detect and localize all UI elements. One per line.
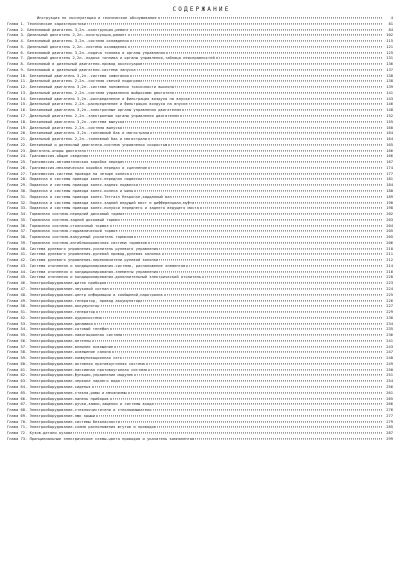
toc-entry-page-number: 210 — [386, 246, 393, 251]
toc-entry-label: Глава 56. Электрооборудование-антенны — [7, 338, 91, 343]
toc-entry-label: Глава 33. Подвеска и системы привода колес-полуоси переднего и заднего ведущего моста — [7, 206, 199, 211]
dot-leader — [123, 334, 382, 336]
toc-entry-label: Глава 19. Дизельный двигатель 2,2л.-система выпуска — [7, 125, 123, 130]
toc-entry-page-number: 266 — [386, 402, 393, 407]
toc-entry-page-number: 138 — [386, 79, 393, 84]
table-of-contents — [7, 16, 393, 443]
toc-entry-label: Глава 7. Дизельный двигатель 2,2л.-подача топлива и органы управления,таблица неисправностей — [7, 56, 215, 61]
dot-leader — [202, 276, 382, 278]
toc-entry-page-number: 285 — [386, 425, 393, 430]
toc-entry-label: Глава 70. Электрооборудование-системы безопасности — [7, 419, 120, 424]
toc-entry-page-number: 115 — [386, 39, 393, 44]
toc-entry-page-number: 141 — [386, 90, 393, 95]
toc-entry-label: Глава 57. Электрооборудование-внешнее освещение — [7, 344, 114, 349]
dot-leader — [119, 230, 382, 232]
toc-entry-label: Глава 1. Технические характеристики — [7, 21, 87, 26]
dot-leader — [87, 22, 382, 24]
toc-entry-label: Глава 43. Система отопления и кондиционирования-система, расположение элементов — [7, 263, 186, 268]
toc-entry-page-number: 138 — [386, 73, 393, 78]
toc-entry-page-number: 247 — [386, 350, 393, 355]
toc-entry-label: Глава 59. Электрооборудование-коммуникационная сеть — [7, 356, 123, 361]
toc-entry-label: Глава 58. Электрооборудование-освещение салона — [7, 350, 111, 355]
toc-entry-label: Глава 16. Бензиновый двигатель 3,2л.-электронные органы управления двигателем — [7, 108, 181, 113]
toc-entry-page-number: 205 — [386, 229, 393, 234]
toc-entry-label: Глава 36. Тормозная система-стояночный тормоз — [7, 223, 109, 228]
dot-leader — [121, 420, 382, 422]
toc-entry-label: Глава 22. Бензиновый и дизельный двигатели-система управления скоростью — [7, 142, 168, 147]
toc-entry-page-number: 241 — [386, 338, 393, 343]
toc-entry-page-number: 181 — [386, 177, 393, 182]
toc-entry-label: Глава 55. Электрооборудование-навигационная система — [7, 333, 123, 338]
dot-leader — [159, 259, 382, 261]
toc-entry-label: Глава 27. Трансмиссия-система привода на четыре колеса — [7, 171, 129, 176]
toc-entry-label: Глава 48. Электрооборудование-центр информации и сообщений,парктроник — [7, 292, 163, 297]
dot-leader — [195, 437, 382, 439]
toc-entry-label: Глава 34. Тормозная система-передний дисковый тормоз — [7, 212, 125, 217]
toc-entry-label: Глава 39. Тормозная система-антиблокировочная система тормозов — [7, 240, 147, 245]
toc-entry-label: Глава 5. Дизельный двигатель 2,2л.-система охлаждения — [7, 44, 127, 49]
toc-entry-page-number: 226 — [386, 298, 393, 303]
toc-entry-label: Глава 65. Электрооборудование-стекла,рамы и механизмы — [7, 390, 127, 395]
toc-entry-label: Глава 3. Дизельный двигатель 2,2л.-конструкция,ремонт — [7, 33, 127, 38]
dot-leader — [92, 339, 382, 341]
toc-entry-page-number: 299 — [386, 436, 393, 441]
dot-leader — [175, 86, 382, 88]
dot-leader — [89, 155, 382, 157]
toc-entry-page-number: 152 — [386, 114, 393, 119]
dot-leader — [143, 299, 382, 301]
dot-leader — [168, 143, 382, 145]
dot-leader — [143, 80, 382, 82]
toc-entry-label: Глава 69. Электрооборудование-люк крыши — [7, 413, 96, 418]
dot-leader — [103, 316, 382, 318]
toc-entry-label: Глава 18. Бензиновый двигатель 3,2л.-система выпуска — [7, 119, 125, 124]
dot-leader — [125, 161, 382, 163]
toc-entry-label: Глава 6. Бензиновый двигатель 3,2л.-подача топлива и органы управления — [7, 50, 166, 55]
toc-entry-label: Глава 64. Электрооборудование-сиденья — [7, 385, 91, 389]
toc-entry-page-number: 102 — [386, 33, 393, 38]
toc-entry-page-number: 254 — [386, 379, 393, 384]
toc-entry-label: Глава 67. Электрооборудование-ручки,замки,защелки и системы входа — [7, 402, 154, 407]
dot-leader — [155, 403, 382, 405]
toc-entry-page-number: 164 — [386, 137, 393, 142]
dot-leader — [125, 212, 382, 214]
toc-entry-page-number: 287 — [386, 431, 393, 436]
dot-leader — [110, 397, 382, 399]
dot-leader — [134, 235, 382, 237]
toc-entry-label: Глава 41. Система рулевого управления-рулевой привод,рулевая колонка — [7, 252, 161, 257]
toc-entry-page-number: 146 — [386, 102, 393, 107]
toc-entry-label: Глава 37. Тормозная система-гидравлический тормоз — [7, 229, 118, 234]
toc-entry-page-number: 198 — [386, 206, 393, 211]
dot-leader — [158, 16, 382, 18]
toc-entry-label: Глава 28. Подвеска и системы привода колес-передняя подвеска — [7, 177, 143, 182]
toc-entry-label: Глава 15. Дизельный двигатель 2,2л.-распределение и фильтрация воздуха на впуске — [7, 102, 188, 107]
toc-entry-label: Инструкция по эксплуатации и техническое обслуживание — [37, 16, 157, 20]
toc-entry-label: Глава 68. Электрооборудование-стеклоочистители и стеклоомыватели — [7, 408, 152, 413]
toc-entry-label: Глава 2. Бензиновый двигатель 3,2л.-конструкция,ремонт — [7, 27, 129, 32]
toc-entry-label: Глава 40. Система рулевого управления-усилитель рулевого управления — [7, 246, 159, 251]
dot-leader — [87, 149, 382, 151]
toc-entry-label: Глава 50. Электрооборудование-аккумулятор — [7, 304, 100, 309]
toc-entry-page-number: 206 — [386, 240, 393, 245]
dot-leader — [123, 357, 382, 359]
toc-entry-page-number: 84 — [388, 27, 393, 32]
dot-leader — [166, 51, 382, 53]
toc-entry-page-number: 174 — [386, 165, 393, 170]
toc-entry-label: Глава 12. Бензиновый двигатель 3,2л.-система понижения токсичности выхлопа — [7, 85, 175, 90]
dot-leader — [191, 97, 382, 99]
toc-entry-page-number: 256 — [386, 385, 393, 389]
toc-entry-page-number: 166 — [386, 148, 393, 153]
dot-leader — [107, 282, 382, 284]
toc-entry-label: Глава 47. Электрооборудование-звуковой сигнал — [7, 286, 109, 291]
dot-leader — [143, 63, 382, 65]
toc-entry-label: Глава 30. Подвеска и системы привода колес-колеса и шины — [7, 188, 134, 193]
toc-entry-label: Глава 14. Бензиновый двигатель 3,2л.-распределение и фильтрация воздуха на впуске — [7, 96, 190, 101]
toc-entry-page-number: 121 — [386, 44, 393, 49]
dot-leader — [134, 189, 382, 191]
dot-leader — [173, 195, 382, 197]
toc-entry-page-number: 125 — [386, 50, 393, 55]
toc-entry-page-number: 251 — [386, 373, 393, 378]
dot-leader — [130, 172, 382, 174]
toc-entry-page-number: 279 — [386, 419, 393, 424]
toc-entry-page-number: 230 — [386, 315, 393, 320]
toc-entry-page-number: 203 — [386, 217, 393, 222]
toc-entry-label: Глава 63. Электрооборудование-зеркала заднего вида — [7, 379, 120, 384]
toc-entry — [7, 437, 393, 443]
dot-leader — [162, 253, 382, 255]
dot-leader — [123, 126, 382, 128]
toc-entry-page-number: 139 — [386, 85, 393, 90]
dot-leader — [128, 391, 382, 393]
dot-leader — [92, 385, 382, 387]
dot-leader — [148, 241, 382, 243]
toc-entry-label: Глава 44. Система отопления и кондиционирования-элементы управления — [7, 269, 159, 274]
dot-leader — [128, 34, 382, 36]
toc-entry-page-number: 188 — [386, 188, 393, 193]
dot-leader — [130, 39, 382, 41]
toc-entry-page-number: 184 — [386, 183, 393, 188]
toc-entry-label: Глава 62. Электрооборудование-функции,управление модулем — [7, 373, 134, 378]
dot-leader — [130, 74, 382, 76]
toc-entry-page-number: 225 — [386, 292, 393, 297]
toc-entry-label: Глава 71. Электрооборудование-схема расположения жгутов и проводов — [7, 425, 157, 430]
toc-entry-page-number: 190 — [386, 200, 393, 205]
toc-entry-page-number: 189 — [386, 194, 393, 199]
toc-entry-label: Глава 46. Электрооборудование-щиток приборов — [7, 281, 107, 286]
toc-entry-label: Глава 25. Трансмиссия-автоматическая коробка передач — [7, 160, 125, 165]
dot-leader — [134, 374, 382, 376]
dot-leader — [125, 120, 382, 122]
dot-leader — [94, 322, 382, 324]
toc-entry-label: Глава 10. Бензиновый двигатель 3,2л.-система зажигания — [7, 73, 129, 78]
toc-entry-label: Глава 35. Тормозная система-задний дисковый тормоз — [7, 217, 120, 222]
dot-leader — [96, 310, 382, 312]
dot-leader — [148, 368, 382, 370]
toc-entry-label: Глава 53. Электрооборудование-динамики — [7, 321, 93, 326]
dot-leader — [216, 57, 382, 59]
dot-leader — [137, 68, 382, 70]
toc-entry-label: Глава 73. Принципиальные электрические схемы-цвета проводов и указатель компонентов — [7, 436, 195, 441]
toc-entry-label: Глава 54. Электрооборудование-сотовый телефон — [7, 327, 109, 332]
dot-leader — [73, 432, 382, 434]
toc-entry-label: Глава 49. Электрооборудование-генератор, привод аккумулятора — [7, 298, 143, 303]
dot-leader — [148, 137, 382, 139]
toc-entry-label: Глава 51. Электрооборудование-генератор — [7, 310, 96, 315]
toc-entry-label: Глава 61. Электрооборудование-пассивная противоугонная система — [7, 367, 147, 372]
toc-entry-page-number: 148 — [386, 108, 393, 113]
toc-entry-page-number: 276 — [386, 408, 393, 413]
toc-entry-page-number: 167 — [386, 160, 393, 165]
toc-entry-page-number: 155 — [386, 119, 393, 124]
toc-entry-label: Глава 23. Двигатель-опоры двигателя — [7, 148, 87, 153]
dot-leader — [114, 345, 382, 347]
dot-leader — [121, 380, 382, 382]
toc-entry-page-number: 81 — [388, 21, 393, 26]
dot-leader — [139, 184, 382, 186]
toc-entry-page-number: 248 — [386, 356, 393, 361]
dot-leader — [121, 218, 382, 220]
dot-leader — [96, 414, 382, 416]
toc-entry-label: Глава 45. Система отопления и кондиционирования-дополнительный электрический отопитель — [7, 275, 202, 280]
dot-leader — [146, 362, 382, 364]
toc-entry-label: Глава 31. Подвеска и системы привода колес-Terrain Response,карданный вал — [7, 194, 172, 199]
dot-leader — [189, 103, 382, 105]
toc-entry-page-number: 234 — [386, 321, 393, 326]
toc-entry-page-number: 212 — [386, 258, 393, 263]
toc-entry-label: Глава 4. Бензиновый двигатель 3,2л.-система охлаждения — [7, 39, 129, 44]
toc-entry-page-number: 216 — [386, 269, 393, 274]
dot-leader — [150, 132, 382, 134]
toc-entry-label: Глава 17. Дизельный двигатель 2,2л.-электронные органы управления двигателем — [7, 114, 179, 119]
dot-leader — [182, 109, 382, 111]
toc-entry-page-number: 165 — [386, 142, 393, 147]
toc-entry-label: Глава 9. Бензиновый и дизельный двигатели-система запуска — [7, 67, 136, 72]
toc-entry-page-number: 265 — [386, 396, 393, 401]
toc-entry-label: Глава 42. Система рулевого управления-переключатели рулевой колонки — [7, 258, 159, 263]
toc-entry-label: Глава 38. Тормозная система-вакуумный усилитель тормозов — [7, 235, 134, 240]
toc-entry-page-number: 261 — [386, 390, 393, 395]
toc-entry-page-number: 227 — [386, 304, 393, 309]
toc-entry-label: Глава 66. Электрооборудование-панель приборов — [7, 396, 109, 401]
toc-entry-page-number: 223 — [386, 281, 393, 286]
toc-entry-page-number: 137 — [386, 67, 393, 72]
toc-entry-page-number: 236 — [386, 333, 393, 338]
toc-entry-page-number: 211 — [386, 252, 393, 257]
toc-entry-label: Глава 52. Электрооборудование-аудиосистема — [7, 315, 102, 320]
dot-leader — [186, 264, 382, 266]
toc-entry-page-number: 164 — [386, 131, 393, 136]
toc-entry-page-number: 136 — [386, 62, 393, 67]
dot-leader — [128, 45, 382, 47]
dot-leader — [157, 426, 382, 428]
toc-entry-label: Глава 26. Трансмиссия-механическая коробка передач и сцепление — [7, 165, 147, 170]
toc-entry-page-number: 224 — [386, 286, 393, 291]
dot-leader — [130, 28, 382, 30]
toc-entry-page-number: 143 — [386, 96, 393, 101]
toc-entry-page-number: 243 — [386, 344, 393, 349]
toc-entry-page-number: 277 — [386, 413, 393, 418]
toc-entry-page-number: 220 — [386, 275, 393, 280]
toc-entry-page-number: 250 — [386, 367, 393, 372]
toc-entry-page-number: 205 — [386, 235, 393, 240]
dot-leader — [200, 207, 382, 209]
dot-leader — [110, 328, 382, 330]
dot-leader — [159, 247, 382, 249]
toc-entry-page-number: 214 — [386, 263, 393, 268]
toc-entry-page-number: 131 — [386, 56, 393, 61]
toc-entry-page-number: 202 — [386, 212, 393, 217]
page-title: СОДЕРЖАНИЕ — [172, 6, 231, 13]
dot-leader — [110, 224, 382, 226]
toc-entry-label: Глава 21. Дизельный двигатель 2,2л.-топливный бак и магистрали — [7, 137, 147, 142]
toc-entry-page-number: 4 — [390, 16, 393, 20]
toc-entry-label: Глава 11. Дизельный двигатель 2,2л.-система свечей подогрева — [7, 79, 143, 84]
dot-leader — [175, 91, 382, 93]
toc-entry-label: Глава 72. Кузов-детали кузова — [7, 431, 73, 436]
toc-entry-label: Глава 24. Трансмиссия-общие сведения — [7, 154, 89, 159]
toc-entry-label: Глава 8. Бензиновый и дизельный двигатели-привод аксессуаров — [7, 62, 143, 67]
dot-leader — [112, 351, 382, 353]
dot-leader — [110, 287, 382, 289]
toc-entry-page-number: 235 — [386, 327, 393, 332]
toc-entry-label: Глава 29. Подвеска и системы привода колес-задняя подвеска — [7, 183, 138, 188]
toc-entry-page-number: 204 — [386, 223, 393, 228]
toc-entry-page-number: 229 — [386, 310, 393, 315]
dot-leader — [195, 201, 382, 203]
dot-leader — [159, 270, 382, 272]
toc-entry-label: Глава 32. Подвеска и системы привода колес-задний ведущий мост и дифференциал,муфта — [7, 200, 195, 205]
dot-leader — [153, 408, 383, 410]
dot-leader — [148, 166, 382, 168]
toc-entry-page-number: 160 — [386, 125, 393, 130]
dot-leader — [143, 178, 382, 180]
dot-leader — [180, 114, 382, 116]
toc-entry-page-number: 177 — [386, 171, 393, 176]
toc-entry-label: Глава 60. Электрооборудование-активная противоугонная система — [7, 361, 145, 366]
toc-entry-page-number: 166 — [386, 154, 393, 159]
dot-leader — [164, 293, 382, 295]
toc-entry-page-number: 249 — [386, 361, 393, 366]
toc-entry-label: Глава 20. Бензиновый двигатель 3,2л.-топливный бак и магистрали — [7, 131, 150, 136]
dot-leader — [101, 305, 382, 307]
toc-entry-label: Глава 13. Дизельный двигатель 2,2л.-система управления выбросами двигателя — [7, 90, 175, 95]
